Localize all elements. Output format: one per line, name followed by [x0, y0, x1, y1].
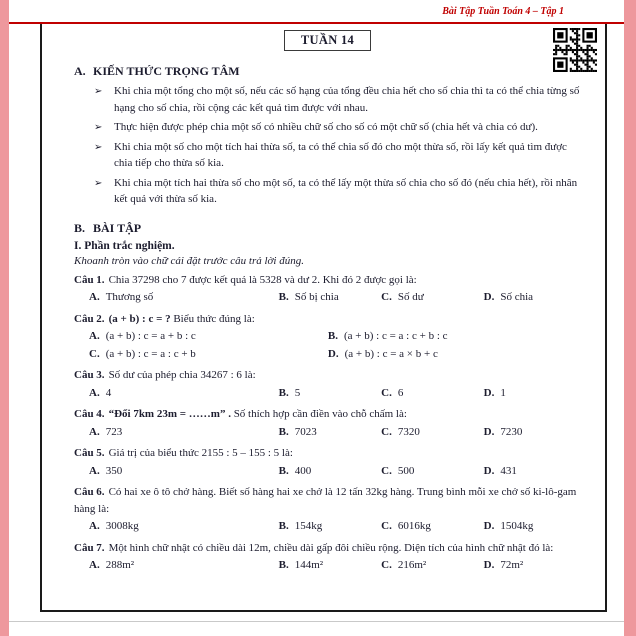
- answer-option-D: D. 1: [483, 386, 506, 399]
- section-b-title: BÀI TẬP: [93, 220, 142, 235]
- option-letter: A.: [89, 425, 100, 438]
- questions-list: [74, 272, 581, 574]
- answer-option-C: C. 7320: [381, 425, 420, 438]
- answer-option-C: C. 6016kg: [381, 520, 431, 532]
- section-a-title: KIẾN THỨC TRỌNG TÂM: [93, 64, 240, 78]
- section-exercises-heading: [74, 221, 581, 236]
- option-letter: A.: [89, 386, 100, 399]
- option-letter: D.: [483, 520, 495, 532]
- answer-option-A: A. (a + b) : c = a + b : c: [89, 330, 196, 342]
- answer-option-D: D. 7230: [483, 425, 523, 438]
- answer-option-A: A. 350: [89, 464, 123, 477]
- question-label: Câu 7.: [74, 541, 105, 554]
- option-letter: D.: [483, 386, 495, 399]
- book-title: Bài Tập Tuần Toán 4 – Tập 1: [442, 5, 564, 17]
- question-block: [74, 272, 581, 306]
- option-letter: C.: [381, 464, 392, 477]
- knowledge-bullet-list: [74, 83, 581, 208]
- option-letter: D.: [483, 291, 495, 303]
- bullet-arrow-icon: ➢: [94, 122, 103, 133]
- answer-option-C: C. (a + b) : c = a : c + b: [89, 347, 196, 360]
- option-letter: C.: [89, 347, 100, 360]
- option-letter: C.: [381, 386, 392, 399]
- answer-options: [89, 557, 581, 574]
- answer-option-B: B. Số bị chia: [278, 291, 339, 303]
- option-letter: B.: [278, 291, 289, 303]
- question-label: Câu 1.: [74, 273, 105, 286]
- question-lead: (a + b) : c = ?: [108, 312, 174, 325]
- option-letter: D.: [327, 347, 339, 360]
- option-letter: B.: [278, 559, 289, 571]
- answer-option-B: B. 144m²: [278, 559, 324, 571]
- knowledge-bullet: [94, 83, 581, 116]
- answer-option-A: A. 3008kg: [89, 520, 139, 532]
- answer-options: [89, 518, 581, 535]
- option-letter: C.: [381, 291, 392, 303]
- answer-option-B: B. 7023: [278, 425, 317, 438]
- bullet-arrow-icon: ➢: [94, 177, 103, 189]
- answer-option-B: B. (a + b) : c = a : c + b : c: [327, 330, 448, 342]
- question-text: Câu 5. Giá trị của biểu thức 2155 : 5 – 155 : 5 là:: [74, 447, 293, 459]
- knowledge-bullet: [94, 119, 581, 136]
- bullet-text: Khi chia một tích hai thừa số cho một số, ta có thể lấy một thừa số chia cho số đó (nếu chia hết), rồi nhân kết quả với thừa số kia.: [114, 176, 578, 205]
- option-letter: B.: [278, 425, 289, 438]
- question-label: Câu 6.: [74, 486, 105, 498]
- bullet-text: Khi chia một số cho một tích hai thừa số, ta có thể chia số đó cho một thừa số, rồi lấy kết quả tìm được chia tiếp cho thừa số kia.: [114, 140, 567, 169]
- answer-option-C: C. 6: [381, 386, 404, 399]
- option-letter: D.: [483, 464, 495, 477]
- answer-options: [89, 463, 581, 480]
- question-block: [74, 406, 581, 440]
- option-letter: D.: [483, 559, 495, 571]
- page-title: TUẦN 14: [284, 30, 371, 51]
- option-letter: C.: [381, 425, 392, 438]
- question-text: Câu 1. Chia 37298 cho 7 được kết quả là 5328 và dư 2. Khi đó 2 được gọi là:: [74, 273, 417, 286]
- answer-option-D: D. 1504kg: [483, 520, 534, 532]
- page-header: [9, 0, 624, 22]
- option-letter: A.: [89, 559, 100, 571]
- document-page: [9, 0, 624, 636]
- answer-option-C: C. 216m²: [381, 559, 427, 571]
- question-block: [74, 484, 581, 535]
- option-letter: C.: [381, 559, 392, 571]
- option-letter: A.: [89, 464, 100, 477]
- answer-options: [89, 385, 581, 402]
- answer-option-B: B. 5: [278, 386, 301, 399]
- option-letter: B.: [327, 330, 338, 342]
- answer-option-A: A. 723: [89, 425, 123, 438]
- question-label: Câu 5.: [74, 447, 105, 459]
- subsection-heading: [74, 240, 581, 252]
- section-a-label: A.: [74, 64, 86, 78]
- answer-option-D: D. 72m²: [483, 559, 524, 571]
- instruction-text: Khoanh tròn vào chữ cái đặt trước câu trả lời đúng.: [74, 254, 304, 267]
- question-text: Câu 3. Số dư của phép chia 34267 : 6 là:: [74, 369, 256, 381]
- bullet-text: Khi chia một tổng cho một số, nếu các số hạng của tổng đều chia hết cho số chia thì ta có thể chia từng số hạng cho số chia, rồi cộng các kết quả tìm được với nhau.: [114, 85, 580, 114]
- option-letter: B.: [278, 520, 289, 532]
- option-letter: A.: [89, 291, 100, 303]
- subsection-title: Phần trắc nghiệm.: [84, 239, 175, 252]
- question-text: Câu 7. Một hình chữ nhật có chiều dài 12m, chiều dài gấp đôi chiều rộng. Diện tích của hình chữ nhật đó là:: [74, 541, 554, 554]
- option-letter: C.: [381, 520, 392, 532]
- subsection-label: I.: [74, 239, 82, 252]
- knowledge-bullet: [94, 139, 581, 172]
- answer-option-D: D. Số chia: [483, 291, 534, 303]
- question-block: [74, 445, 581, 479]
- question-label: Câu 4.: [74, 408, 105, 420]
- option-letter: A.: [89, 330, 100, 342]
- question-block: [74, 311, 581, 363]
- option-letter: B.: [278, 386, 289, 399]
- section-knowledge-heading: [74, 64, 581, 79]
- question-text: Câu 2. (a + b) : c = ? Biểu thức đúng là:: [74, 312, 255, 325]
- answer-option-A: A. Thương số: [89, 291, 154, 303]
- answer-option-C: C. 500: [381, 464, 415, 477]
- answer-option-B: B. 154kg: [278, 520, 323, 532]
- question-label: Câu 3.: [74, 369, 105, 381]
- answer-option-A: A. 288m²: [89, 559, 135, 571]
- content-frame: [40, 24, 607, 612]
- answer-option-D: D. (a + b) : c = a × b + c: [327, 347, 438, 360]
- bullet-text: Thực hiện được phép chia một số có nhiều chữ số cho số có một chữ số (chia hết và chia có dư).: [114, 121, 538, 133]
- knowledge-bullet: [94, 175, 581, 208]
- question-text: Câu 4. “Đổi 7km 23m = ……m” . Số thích hợp cần điền vào chỗ chấm là:: [74, 408, 407, 420]
- answer-option-A: A. 4: [89, 386, 112, 399]
- answer-option-B: B. 400: [278, 464, 312, 477]
- bullet-arrow-icon: ➢: [94, 141, 103, 153]
- bullet-arrow-icon: ➢: [94, 86, 103, 97]
- answer-options: [89, 328, 555, 362]
- page-bottom-rule: [9, 621, 624, 622]
- question-lead: “Đổi 7km 23m = ……m” .: [108, 408, 234, 420]
- answer-options: [89, 289, 581, 306]
- answer-option-D: D. 431: [483, 464, 517, 477]
- section-b-label: B.: [74, 220, 86, 235]
- question-block: [74, 367, 581, 401]
- option-letter: D.: [483, 425, 495, 438]
- option-letter: B.: [278, 464, 289, 477]
- question-block: [74, 540, 581, 574]
- option-letter: A.: [89, 520, 100, 532]
- answer-option-C: C. Số dư: [381, 291, 424, 303]
- question-text: Câu 6. Có hai xe ô tô chở hàng. Biết số hàng hai xe chở là 12 tấn 32kg hàng. Trung bình mỗi xe chở số ki-lô-gam hàng là:: [74, 486, 577, 515]
- qr-code: [553, 28, 597, 72]
- question-label: Câu 2.: [74, 312, 105, 325]
- answer-options: [89, 424, 581, 441]
